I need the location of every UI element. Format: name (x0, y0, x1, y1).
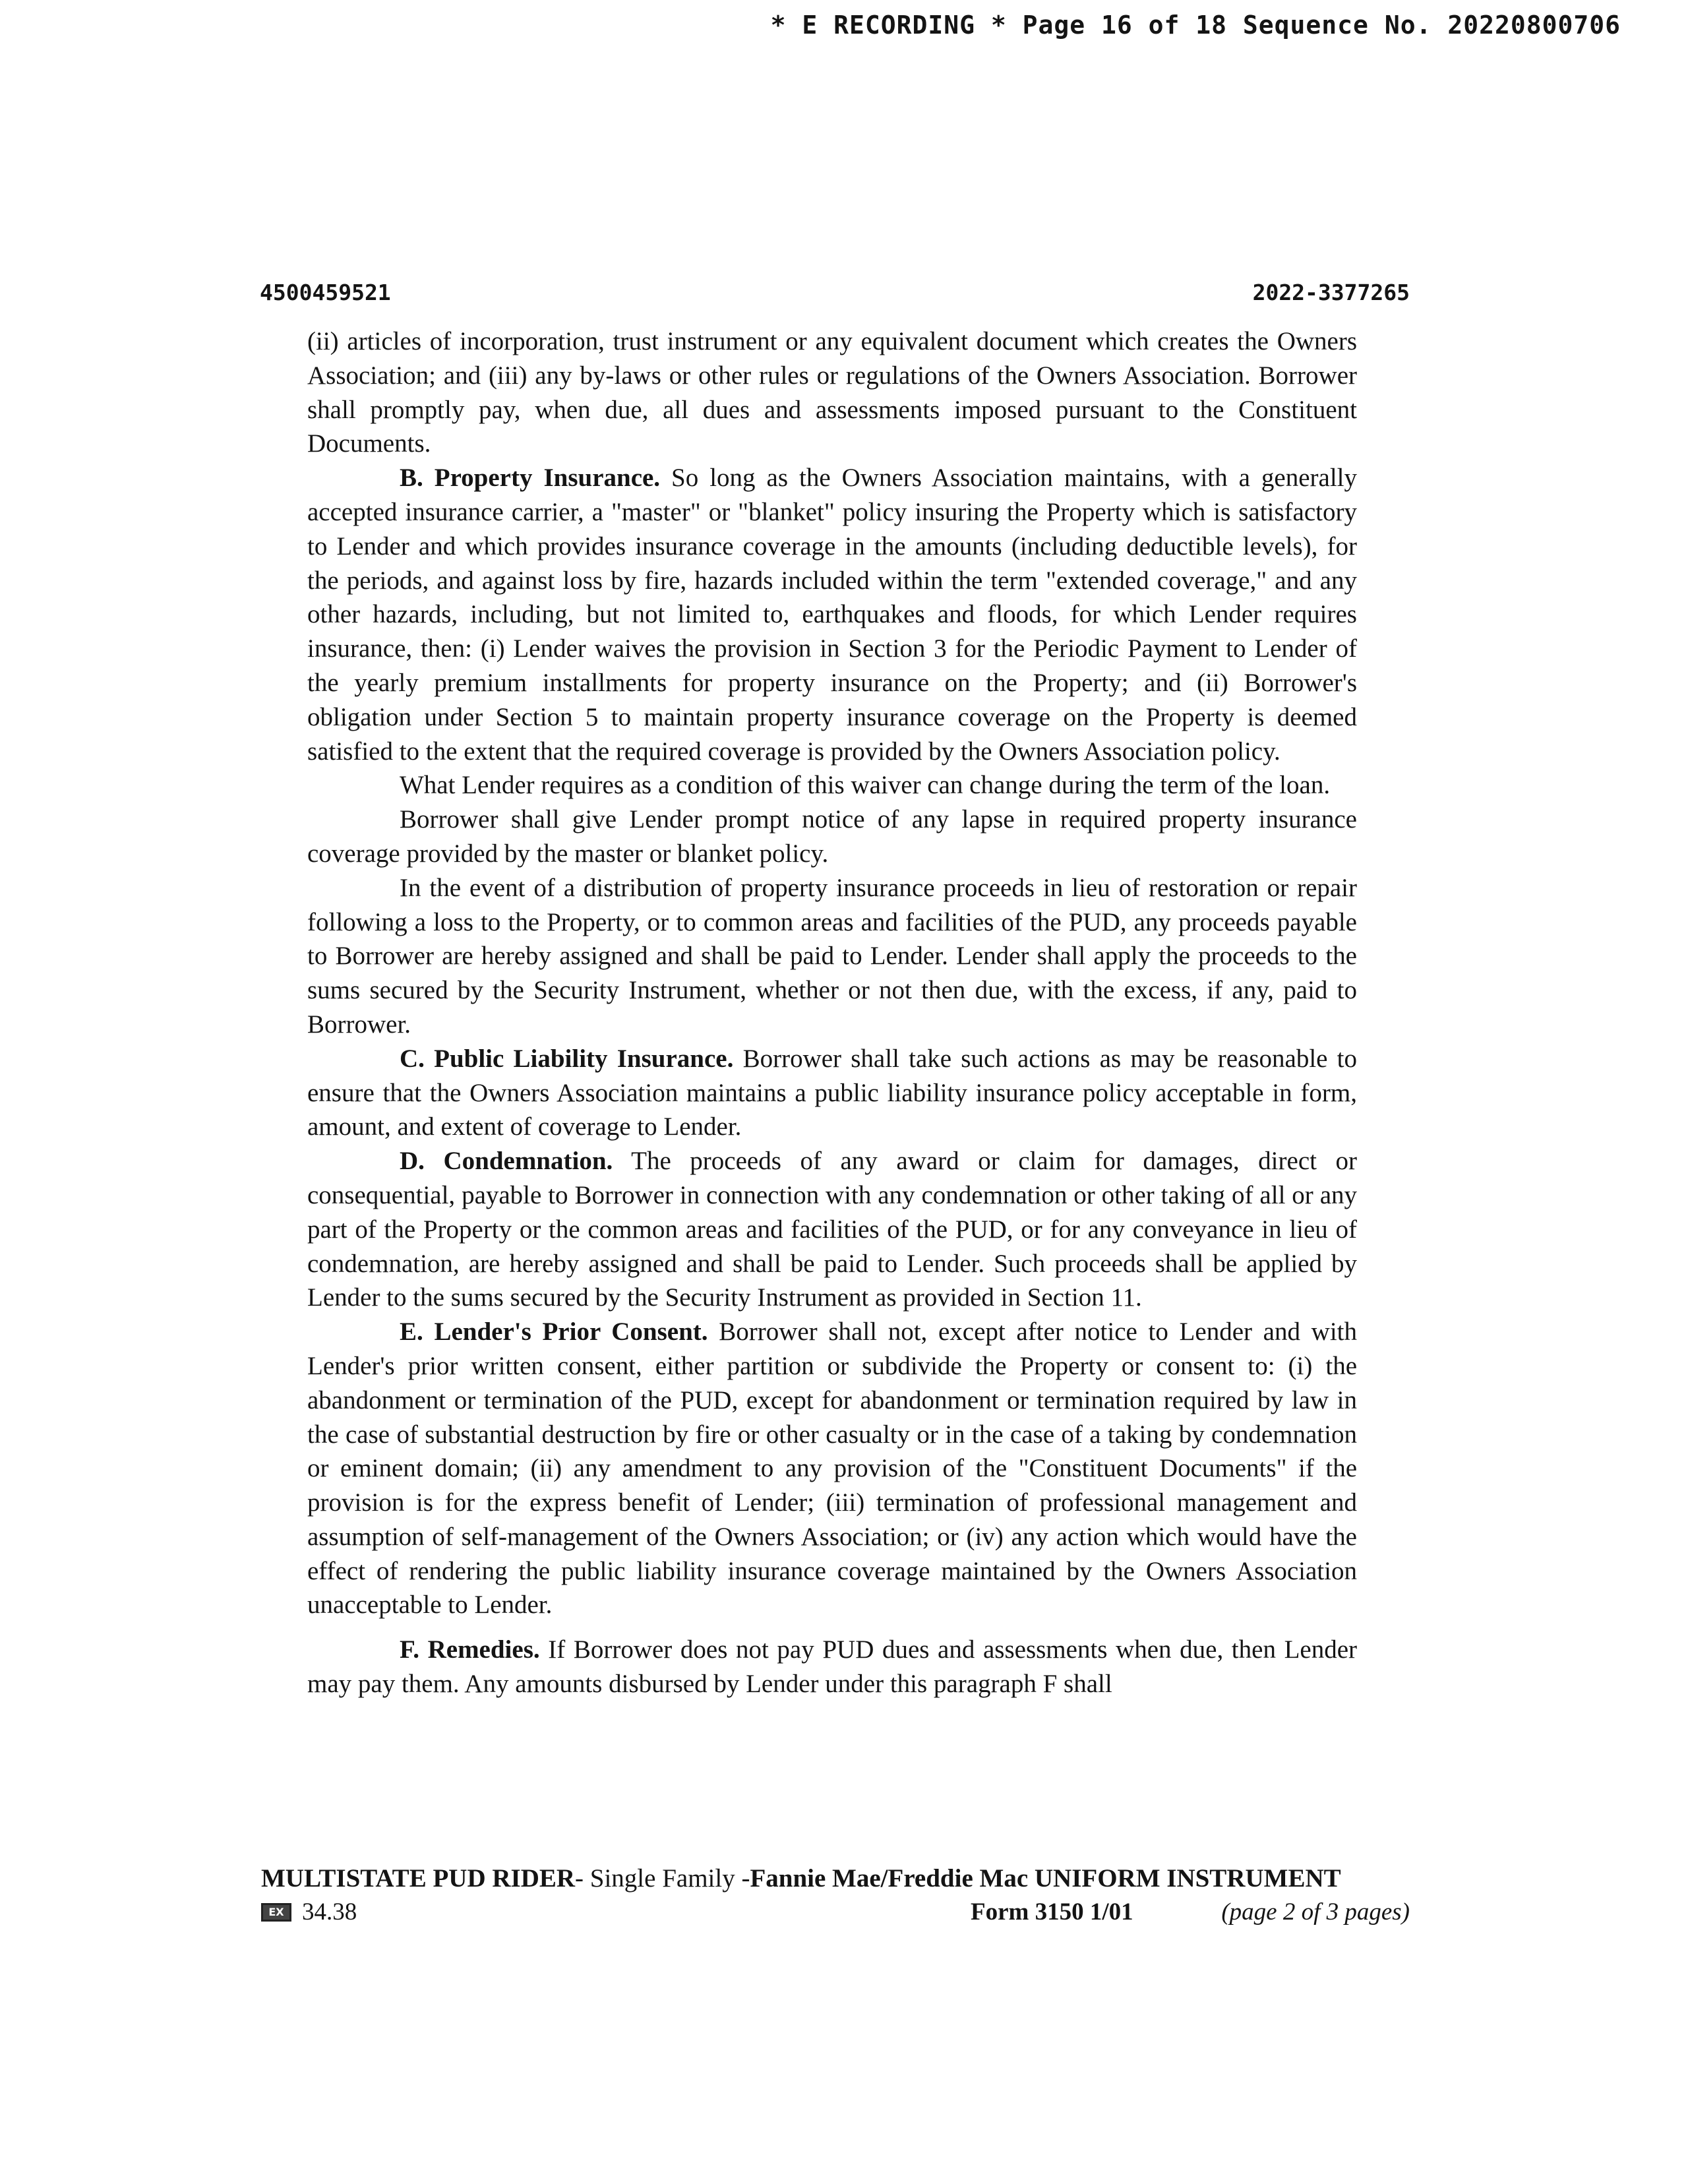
paragraph-remedies: F. Remedies. If Borrower does not pay PUD dues and assessments when due, then Lender may pay them. Any amounts disbursed by Lender under this paragraph F shall (307, 1635, 1357, 1699)
form-title-line: MULTISTATE PUD RIDER- Single Family -Fannie Mae/Freddie Mac UNIFORM INSTRUMENT (261, 1864, 1341, 1893)
ex-icon: EX (261, 1903, 291, 1922)
loan-number: 4500459521 (260, 280, 391, 305)
section-heading: E. Lender's Prior Consent. (400, 1318, 708, 1347)
section-heading: D. Condemnation. (400, 1147, 613, 1176)
form-number: Form 3150 1/01 (971, 1898, 1133, 1926)
page-count: (page 2 of 3 pages) (1221, 1898, 1410, 1926)
vendor-code: 34.38 (302, 1898, 357, 1926)
section-heading: B. Property Insurance. (400, 464, 661, 493)
paragraph-public-liability: C. Public Liability Insurance. Borrower shall take such actions as may be reasonable to ensure that the Owners Association maintains a public liability insurance policy acceptable in form, amount, and extent of coverage to Lender. (307, 1044, 1358, 1141)
paragraph-condemnation: D. Condemnation. The proceeds of any award or claim for damages, direct or consequential, payable to Borrower in connection with any condemnation or other taking of all or any part of the Property or the common areas and facilities of the PUD, or for any conveyance in lieu of condemnation, are hereby assigned and shall be paid to Lender. Such proceeds shall be applied by Lender to the sums secured by the Security Instrument as provided in Section 11. (307, 1147, 1358, 1312)
paragraph-lenders-consent: E. Lender's Prior Consent. Borrower shall not, except after notice to Lender and with Lender's prior written consent, either partition or subdivide the Property or consent to: (i) the abandonment or termination of the PUD, except for abandonment or termination required by law in the case of substantial destruction by fire or other casualty or in the case of a taking by condemnation or eminent domain; (ii) any amendment to any provision of the "Constituent Documents" if the provision is for the express benefit of Lender; (iii) termination of professional management and assumption of self-management of the Owners Association; or (iv) any action which would have the effect of rendering the public liability insurance coverage maintained by the Owners Association unacceptable to Lender. (307, 1318, 1358, 1620)
form-info-line (261, 1898, 1410, 1931)
paragraph-insurance-proceeds: In the event of a distribution of property insurance proceeds in lieu of restoration or repair following a loss to the Property, or to common areas and facilities of the PUD, any proceeds payable to Borrower are hereby assigned and shall be paid to Lender. Lender shall apply the proceeds to the sums secured by the Security Instrument, whether or not then due, with the excess, if any, paid to Borrower. (307, 873, 1357, 1039)
recording-stamp: * E RECORDING * Page 16 of 18 Sequence No. 20220800706 (770, 11, 1621, 40)
paragraph-constituent-documents: (ii) articles of incorporation, trust instrument or any equivalent document which creates the Owners Association; and (iii) any by-laws or other rules or regulations of the Owners Association. Borrower shall promptly pay, when due, all dues and assessments imposed pursuant to the Constituent Documents. (307, 327, 1357, 458)
paragraph-waiver-conditions: What Lender requires as a condition of this waiver can change during the term of the loan. (400, 771, 1331, 800)
document-body (307, 324, 1357, 1701)
section-heading: C. Public Liability Insurance. (400, 1044, 734, 1073)
paragraph-property-insurance: B. Property Insurance. So long as the Owners Association maintains, with a generally accepted insurance carrier, a "master" or "blanket" policy insuring the Property which is satisfactory to Lender and which provides insurance coverage in the amounts (including deductible levels), for the periods, and against loss by fire, hazards included within the term "extended coverage," and any other hazards, including, but not limited to, earthquakes and floods, for which Lender requires insurance, then: (i) Lender waives the provision in Section 3 for the Periodic Payment to Lender of the yearly premium installments for property insurance on the Property; and (ii) Borrower's obligation under Section 5 to maintain property insurance coverage on the Property is deemed satisfied to the extent that the required coverage is provided by the Owners Association policy. (307, 464, 1357, 766)
paragraph-lapse-notice: Borrower shall give Lender prompt notice of any lapse in required property insurance coverage provided by the master or blanket policy. (307, 805, 1357, 868)
section-heading: F. Remedies. (400, 1635, 540, 1664)
document-number: 2022-3377265 (1252, 280, 1410, 305)
